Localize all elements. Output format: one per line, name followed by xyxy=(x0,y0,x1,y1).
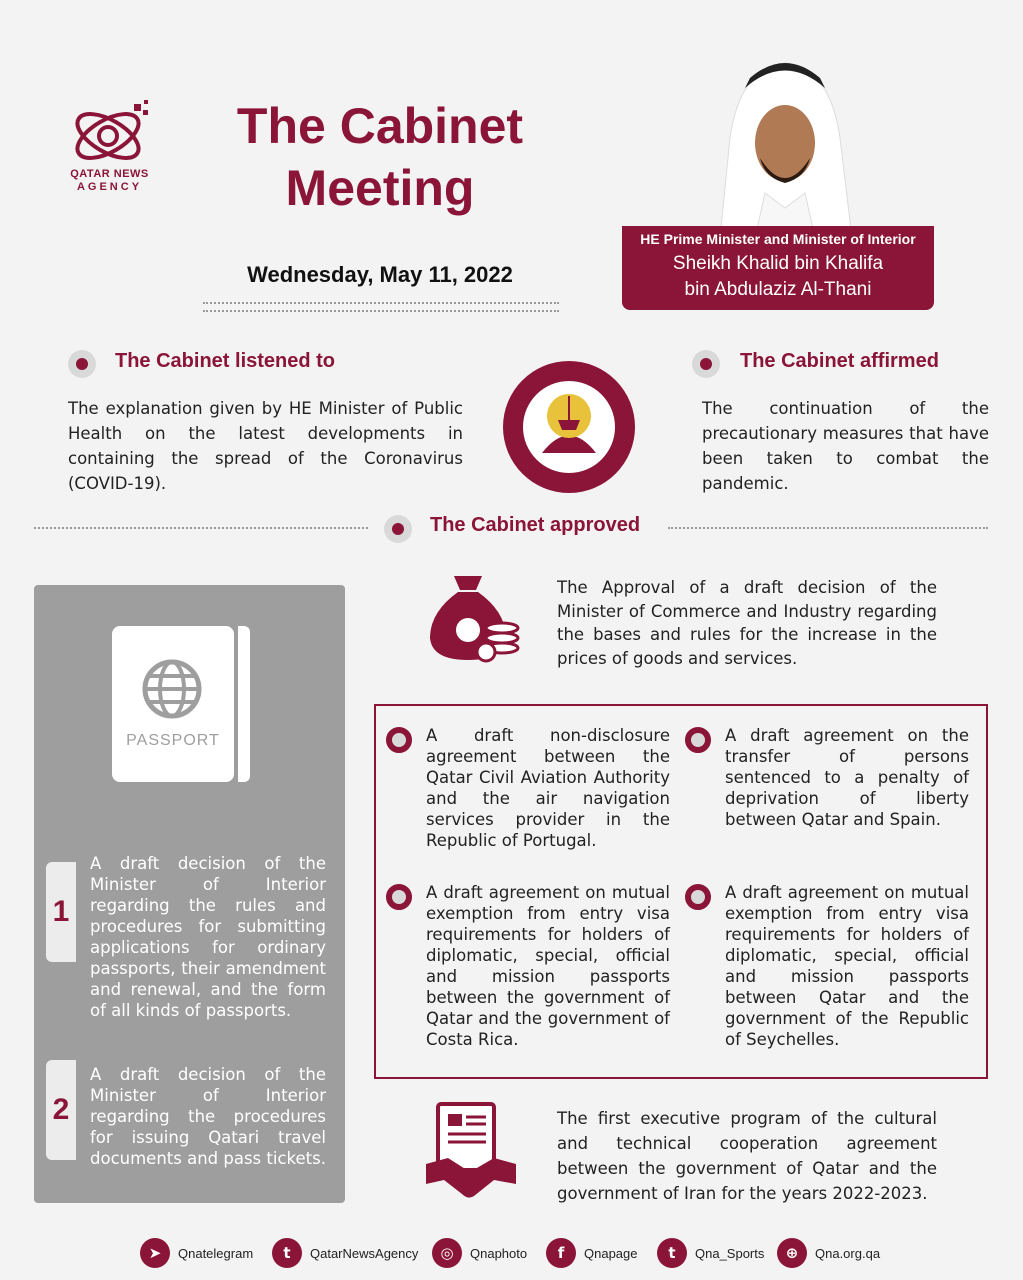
ministry-of-health-emblem xyxy=(500,358,638,496)
agreement-text: A draft agreement on mutual exemption from entry visa requirements for holders of diplomatic, special, official and mission passports between Qatar and the government of the Republic of Seychelles. xyxy=(725,883,969,1049)
ring-bullet-icon xyxy=(386,884,412,910)
meeting-date: Wednesday, May 11, 2022 xyxy=(247,262,513,287)
agreement-text: A draft agreement on the transfer of persons sentenced to a penalty of deprivation of liberty between Qatar and Spain. xyxy=(725,726,969,829)
page-title: The Cabinet Meeting xyxy=(236,98,524,216)
qna-logo xyxy=(66,98,158,168)
globe-icon xyxy=(141,658,203,720)
divider xyxy=(668,527,988,529)
footer-twitter-sports-link[interactable]: t Qna_Sports xyxy=(657,1237,764,1269)
footer-twitter-link[interactable]: t QatarNewsAgency xyxy=(272,1237,418,1269)
ring-bullet-icon xyxy=(685,884,711,910)
money-bag-icon xyxy=(424,568,520,664)
item-number-badge: 1 xyxy=(46,862,76,962)
pm-name-line2: bin Abdulaziz Al-Thani xyxy=(684,279,872,300)
globe-icon: ⊕ xyxy=(777,1238,807,1268)
footer-instagram-link[interactable]: ◎ Qnaphoto xyxy=(432,1237,527,1269)
pm-role: HE Prime Minister and Minister of Interior xyxy=(640,231,916,247)
money-decision-text: The Approval of a draft decision of the Minister of Commerce and Industry regarding the bases and rules for the increase in the prices of goods and services. xyxy=(557,578,937,668)
twitter-icon: t xyxy=(657,1238,687,1268)
passport-decision-2-text: A draft decision of the Minister of Interior regarding the procedures for issuing Qatari travel documents and pass tickets. xyxy=(90,1065,326,1168)
prime-minister-photo xyxy=(700,48,870,238)
divider xyxy=(34,527,368,529)
bullet-icon xyxy=(384,515,412,543)
qna-logo-text: QATAR NEWS AGENCY xyxy=(70,168,149,193)
divider xyxy=(203,310,559,312)
footer-facebook-link[interactable]: f Qnapage xyxy=(546,1237,638,1269)
ring-bullet-icon xyxy=(386,727,412,753)
affirmed-heading: The Cabinet affirmed xyxy=(740,350,939,372)
passport-decision-1-text: A draft decision of the Minister of Interior regarding the rules and procedures for submitting applications for ordinary passports, their amendment and renewal, and the form of all kinds of passports. xyxy=(90,854,326,1020)
bullet-icon xyxy=(68,350,96,378)
item-number-badge: 2 xyxy=(46,1060,76,1160)
agreement-text: A draft non-disclosure agreement between the Qatar Civil Aviation Authority and the air navigation services provider in the Republic of Portugal. xyxy=(426,726,670,850)
listened-text: The explanation given by HE Minister of Public Health on the latest developments in containing the spread of the Coronavirus (COVID-19). xyxy=(68,399,463,493)
handshake-document-icon xyxy=(424,1102,518,1202)
affirmed-text: The continuation of the precautionary measures that have been taken to combat the pandemic. xyxy=(702,399,989,493)
bullet-icon xyxy=(692,350,720,378)
approved-heading: The Cabinet approved xyxy=(430,514,641,536)
listened-heading: The Cabinet listened to xyxy=(115,350,336,372)
passport-label: PASSPORT xyxy=(126,732,220,749)
twitter-icon: t xyxy=(272,1238,302,1268)
telegram-icon: ➤ xyxy=(140,1238,170,1268)
footer-website-link[interactable]: ⊕ Qna.org.qa xyxy=(777,1237,880,1269)
passport-spine xyxy=(238,626,250,782)
facebook-icon: f xyxy=(546,1238,576,1268)
agreement-text: A draft agreement on mutual exemption from entry visa requirements for holders of diplomatic, special, official and mission passports between the government of Qatar and the government of Costa Rica. xyxy=(426,883,670,1049)
instagram-icon: ◎ xyxy=(432,1238,462,1268)
program-text: The first executive program of the cultural and technical cooperation agreement between the government of Qatar and the government of Iran for the years 2022-2023. xyxy=(557,1109,937,1203)
footer-telegram-link[interactable]: ➤ Qnatelegram xyxy=(140,1237,253,1269)
pm-name-line1: Sheikh Khalid bin Khalifa xyxy=(672,253,884,274)
divider xyxy=(203,302,559,304)
prime-minister-caption xyxy=(622,226,934,310)
ring-bullet-icon xyxy=(685,727,711,753)
